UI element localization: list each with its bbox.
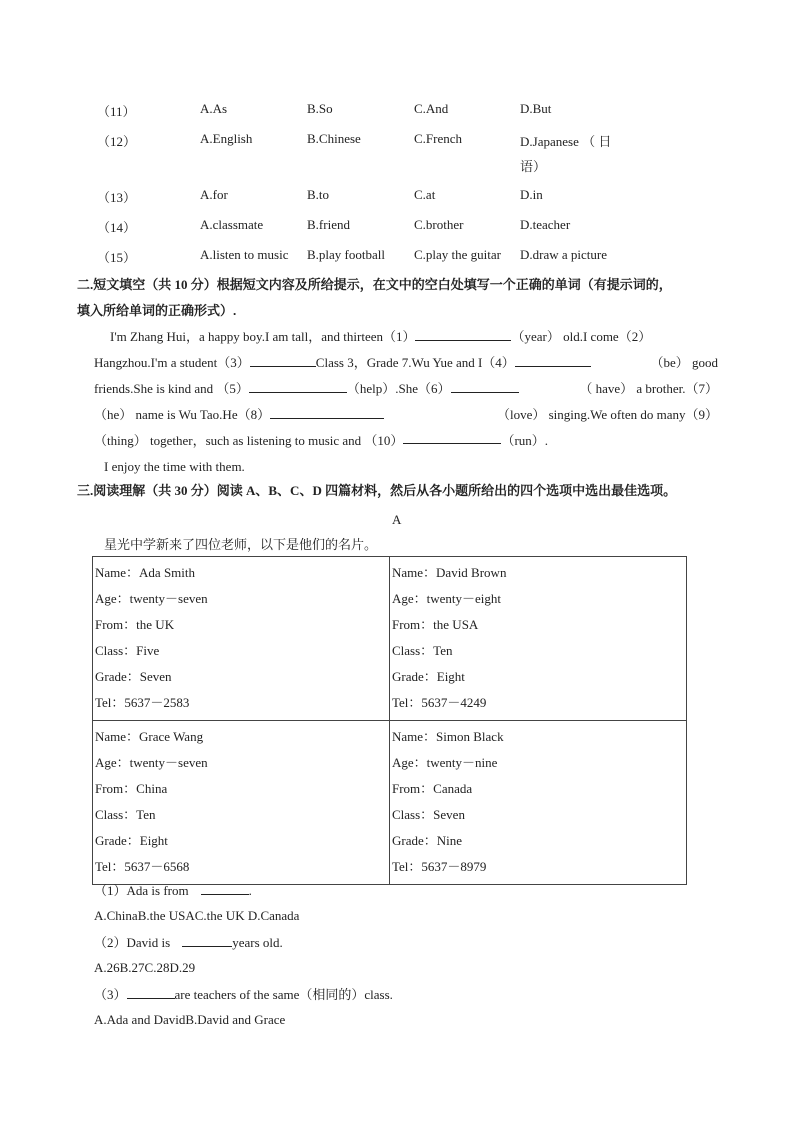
card-name: Name：David Brown [392,565,507,580]
card-age: Age：twenty－seven [95,755,208,770]
option-d-continued: 语） [520,159,547,174]
card-tel: Tel：5637－2583 [95,695,190,710]
question-3-options: A.Ada and DavidB.David and Grace [94,1012,286,1027]
passage-line [94,324,718,350]
answer-blank[interactable] [201,880,249,895]
option-c: C.And [414,101,449,116]
passage-line [94,454,718,480]
blank-1[interactable] [415,325,511,341]
passage-text: （be） good [650,355,718,370]
card-from: From：the USA [392,617,479,632]
passage-text: I'm Zhang Hui，a happy boy.I am tall，and thirteen（1） [110,329,416,344]
teacher-card [93,557,390,721]
option-a: A.listen to music [200,247,289,262]
option-d: D.teacher [520,217,571,232]
option-c: C.play the guitar [414,247,502,262]
cloze-passage [94,324,718,480]
option-d: D.But [520,101,552,116]
option-c: C.at [414,187,436,202]
option-b: B.So [307,101,333,116]
question-2-options: A.26B.27C.28D.29 [94,960,196,975]
question-1: （1）Ada is from . [94,880,252,901]
passage-text: （run）. [501,433,549,448]
option-number: （15） [97,250,137,265]
passage-text: （help）.She（6） [346,381,451,396]
blank-10[interactable] [403,428,501,444]
option-a: A.English [200,131,253,146]
teacher-cards-table [92,556,687,885]
card-from: From：the UK [95,617,175,632]
card-tel: Tel：5637－4249 [392,695,487,710]
option-number: （12） [97,134,137,149]
option-b: B.play football [307,247,385,262]
card-from: From：China [95,781,168,796]
teacher-card [390,721,687,885]
section2-title-line1: 二.短文填空（共 10 分）根据短文内容及所给提示，在文中的空白处填写一个正确的单词（有提示词的， [77,277,672,292]
passage-line [94,376,718,402]
card-grade: Grade：Eight [95,833,168,848]
passage-text: Hangzhou.I'm a student（3） [94,355,250,370]
card-tel: Tel：5637－8979 [392,859,487,874]
option-row [0,187,794,211]
passage-text: I enjoy the time with them. [104,459,245,474]
card-age: Age：twenty－seven [95,591,208,606]
card-class: Class：Five [95,643,160,658]
option-a: A.classmate [200,217,264,232]
option-number: （14） [97,220,137,235]
teacher-card [93,721,390,885]
card-name: Name：Grace Wang [95,729,204,744]
card-class: Class：Ten [95,807,156,822]
passage-text: friends.She is kind and （5） [94,381,249,396]
option-number: （13） [97,190,137,205]
option-a: A.for [200,187,228,202]
option-c: C.brother [414,217,464,232]
blank-4[interactable] [515,351,591,367]
card-grade: Grade：Eight [392,669,465,684]
card-age: Age：twenty－eight [392,591,502,606]
option-d: D.in [520,187,543,202]
passage-text: （ have） a brother.（7） [579,381,718,396]
passage-line [94,428,718,454]
passage-text: （he） name is Wu Tao.He（8） [94,407,271,422]
card-tel: Tel：5637－6568 [95,859,190,874]
option-row [0,217,794,241]
card-class: Class：Ten [392,643,453,658]
passage-text: Class 3，Grade 7.Wu Yue and I（4） [315,355,515,370]
section3-title: 三.阅读理解（共 30 分）阅读 A、B、C、D 四篇材料，然后从各小题所给出的四个选项中选出最佳选项。 [77,483,677,498]
card-class: Class：Seven [392,807,465,822]
option-d: D.draw a picture [520,247,607,262]
answer-blank[interactable] [127,984,175,999]
option-row [0,131,794,177]
card-name: Name：Simon Black [392,729,504,744]
blank-3[interactable] [250,351,316,367]
option-b: B.friend [307,217,350,232]
question-3: （3） are teachers of the same（相同的）class. [94,984,393,1005]
teacher-card [390,557,687,721]
passage-line [94,350,718,376]
option-d: D.Japanese （ 日 [520,134,612,149]
blank-5[interactable] [249,377,347,393]
passage-line [94,402,718,428]
option-a: A.As [200,101,228,116]
passage-text: （thing） together，such as listening to music and （10） [94,433,404,448]
passage-text: （love） singing.We often do many（9） [496,407,718,422]
option-b: B.Chinese [307,131,361,146]
card-age: Age：twenty－nine [392,755,498,770]
option-c: C.French [414,131,463,146]
section2-title-line2: 填入所给单词的正确形式）. [77,303,237,318]
option-b: B.to [307,187,330,202]
card-name: Name：Ada Smith [95,565,196,580]
card-from: From：Canada [392,781,473,796]
answer-blank[interactable] [182,932,232,947]
blank-6[interactable] [451,377,519,393]
option-row [0,101,794,125]
question-1-options: A.ChinaB.the USAC.the UK D.Canada [94,908,300,923]
blank-8[interactable] [270,403,384,419]
option-number: （11） [97,104,136,119]
card-grade: Grade：Nine [392,833,463,848]
passage-text: （year） old.I come（2） [511,329,652,344]
option-row [0,247,794,271]
section2-title [77,272,727,324]
passage-letter: A [392,512,402,527]
question-2: （2）David is years old. [94,932,283,953]
card-grade: Grade：Seven [95,669,172,684]
passage-intro: 星光中学新来了四位老师，以下是他们的名片。 [104,537,378,552]
